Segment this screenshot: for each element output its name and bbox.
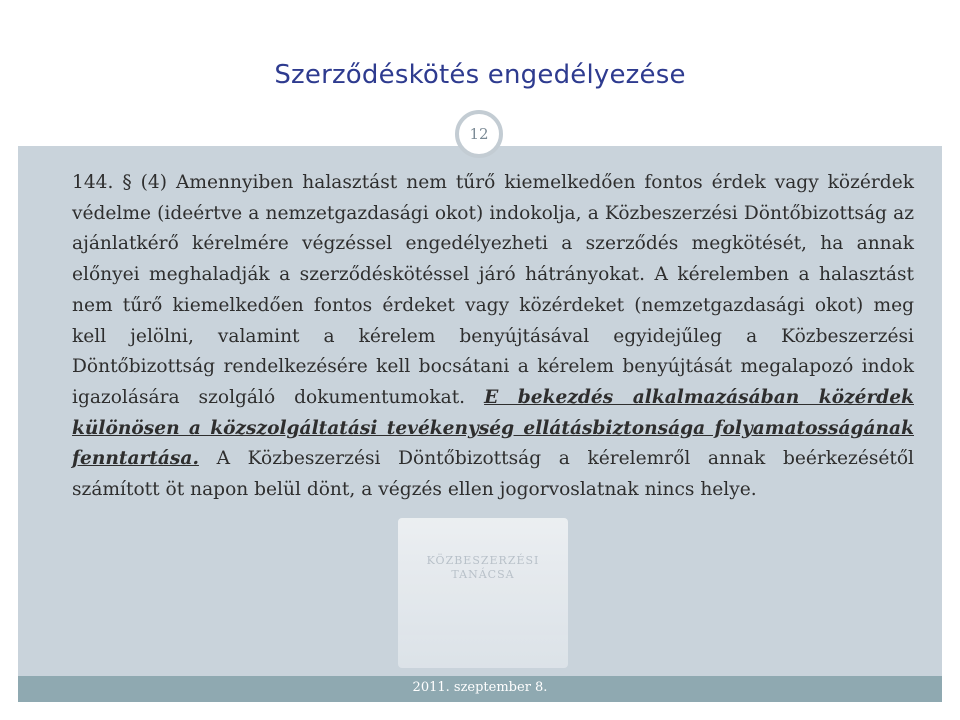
footer-date: 2011. szeptember 8. [412,680,548,695]
emphasized-definition: E bekezdés alkalmazásában közérdek különösen a közszolgáltatási tevékenység ellátásbiztonsága folyamatosságának fenntartása. [72,386,914,470]
slide [18,18,942,702]
law-paragraph [72,168,914,506]
watermark-text [398,554,568,582]
paragraph-part-1: 144. § (4) Amennyiben halasztást nem tűrő kiemelkedően fontos érdek vagy közérdek védelme (ideértve a nemzetgazdasági okot) indokolja, a Közbeszerzési Döntőbizottság az ajánlatkérő kérelmére végzéssel engedélyezheti a szerződés megkötését, ha annak előnyei meghaladják a szerződéskötéssel járó hátrányokat. A kérelemben a halasztást nem tűrő kiemelkedően fontos érdeket vagy közérdeket (nemzetgazdasági okot) meg kell jelölni, valamint a kérelem benyújtásával egyidejűleg a Közbeszerzési Döntőbizottság rendelkezésére kell bocsátani a kérelem benyújtását megalapozó indok igazolására szolgáló dokumentumokat. [72,172,914,408]
page-number-badge [455,110,503,158]
watermark-line-1: KÖZBESZERZÉSI [426,554,540,567]
slide-title: Szerződéskötés engedélyezése [274,60,686,90]
watermark-line-2: TANÁCSA [451,568,515,581]
footer-band [18,676,942,702]
watermark-logo [398,518,568,668]
paragraph-part-2: A Közbeszerzési Döntőbizottság a kérelemről annak beérkezésétől számított öt napon belül dönt, a végzés ellen jogorvoslatnak nincs helye. [72,448,914,501]
page-number: 12 [469,125,489,143]
